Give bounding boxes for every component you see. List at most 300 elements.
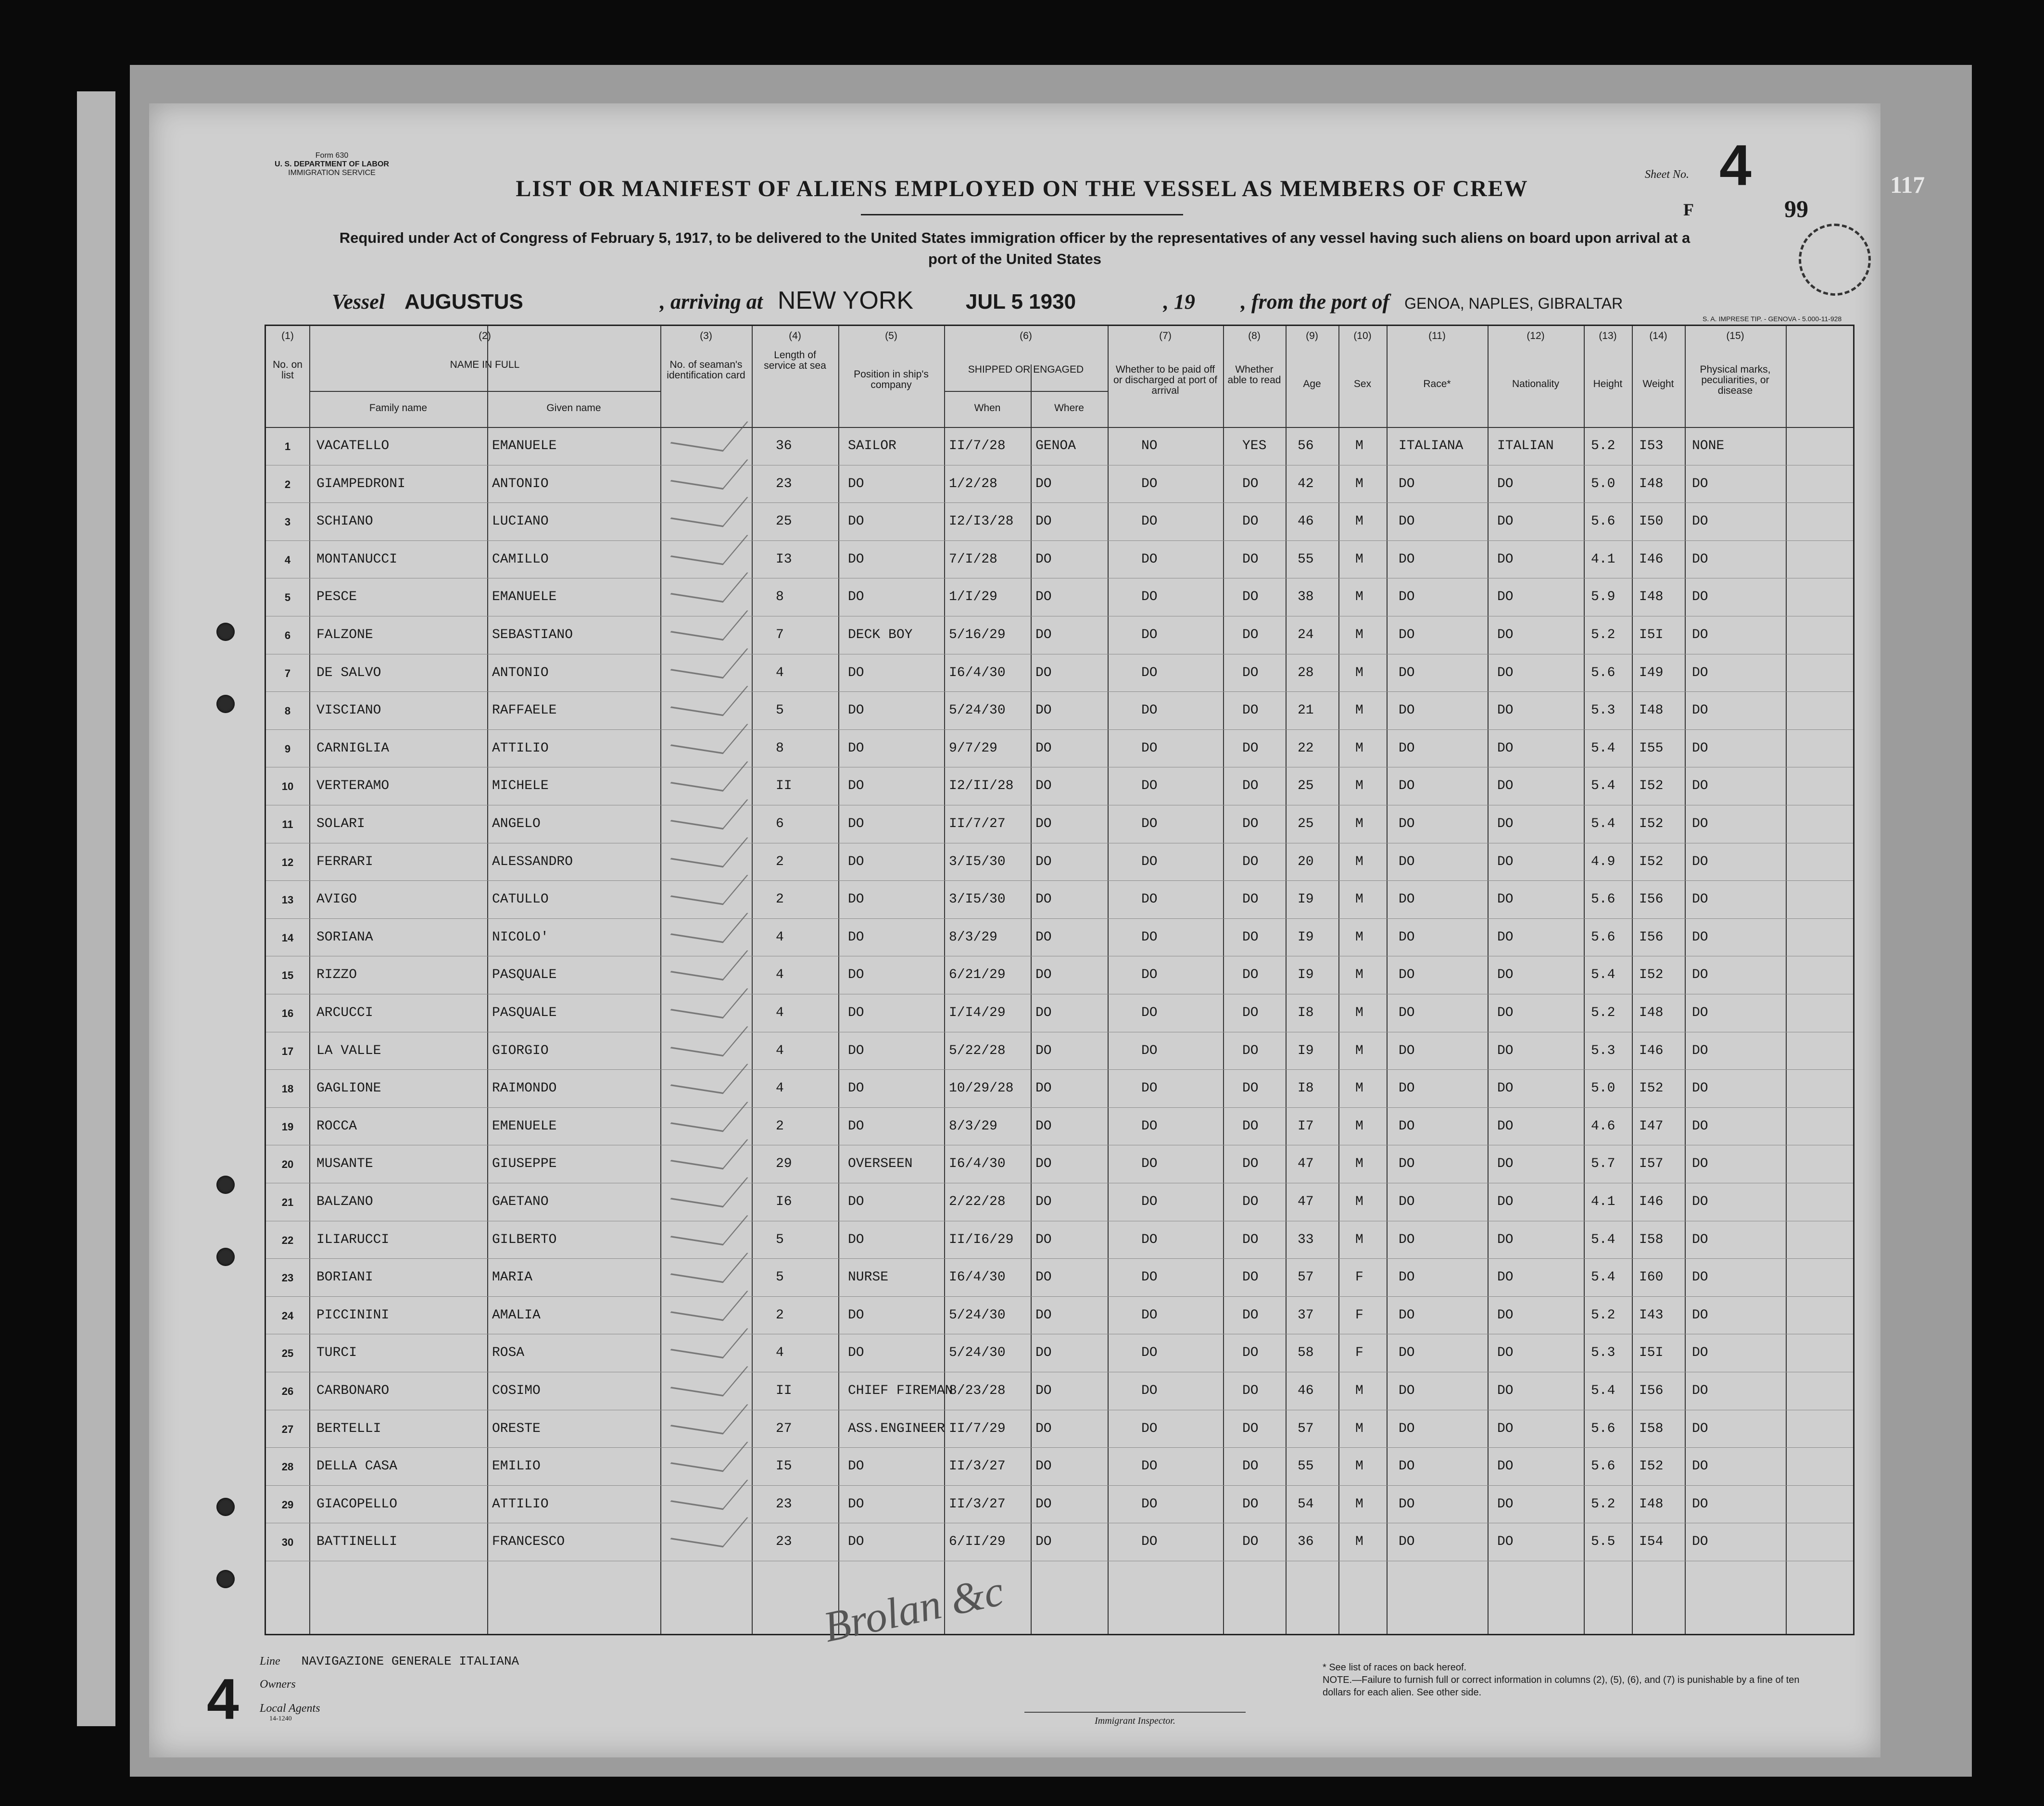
line-label: Line — [260, 1655, 280, 1668]
postal-stamp — [1799, 224, 1871, 296]
form-block — [255, 151, 409, 177]
cell-when: II/7/29 — [949, 1421, 1006, 1436]
cell-height: 5.5 — [1591, 1534, 1615, 1550]
cell-service: II — [776, 778, 792, 794]
cell-position: DO — [848, 892, 864, 907]
cell-nationality: DO — [1497, 476, 1514, 491]
cell-read: DO — [1242, 1232, 1259, 1247]
cell-family: AVIGO — [316, 892, 357, 907]
cell-age: 42 — [1298, 476, 1314, 491]
cell-nationality: DO — [1497, 816, 1514, 831]
cell-age: 22 — [1298, 740, 1314, 756]
cell-when: 6/II/29 — [949, 1534, 1006, 1550]
row-number: 10 — [281, 780, 294, 793]
cell-nationality: DO — [1497, 967, 1514, 983]
cell-race: DO — [1399, 1118, 1415, 1134]
cell-height: 5.2 — [1591, 1496, 1615, 1512]
cell-age: I9 — [1298, 1043, 1314, 1058]
cell-given: EMENUELE — [492, 1118, 557, 1134]
cell-family: DELLA CASA — [316, 1459, 398, 1474]
cell-age: 38 — [1298, 589, 1314, 605]
cell-nationality: DO — [1497, 552, 1514, 567]
cell-position: DO — [848, 1345, 864, 1361]
cell-marks: DO — [1692, 703, 1708, 718]
cell-position: DO — [848, 1081, 864, 1096]
cell-family: BALZANO — [316, 1194, 373, 1209]
cell-read: DO — [1242, 665, 1259, 680]
cell-weight: I60 — [1639, 1270, 1664, 1285]
cell-where: DO — [1035, 1194, 1052, 1209]
cell-age: 24 — [1298, 627, 1314, 642]
cell-marks: DO — [1692, 665, 1708, 680]
cell-nationality: DO — [1497, 1459, 1514, 1474]
footer-note — [1323, 1661, 1804, 1699]
cell-position: DO — [848, 1459, 864, 1474]
cell-weight: I57 — [1639, 1156, 1664, 1172]
cell-age: 58 — [1298, 1345, 1314, 1361]
cell-where: DO — [1035, 514, 1052, 529]
cell-given: EMILIO — [492, 1459, 541, 1474]
cell-read: DO — [1242, 1496, 1259, 1512]
cell-marks: DO — [1692, 1307, 1708, 1323]
cell-given: LUCIANO — [492, 514, 549, 529]
cell-read: DO — [1242, 703, 1259, 718]
table-row — [266, 767, 1853, 805]
cell-weight: I48 — [1639, 703, 1664, 718]
cell-read: DO — [1242, 1421, 1259, 1436]
cell-read: DO — [1242, 514, 1259, 529]
cell-where: DO — [1035, 892, 1052, 907]
cell-when: I2/II/28 — [949, 778, 1014, 794]
cell-weight: I48 — [1639, 589, 1664, 605]
cell-race: DO — [1399, 1421, 1415, 1436]
cell-where: DO — [1035, 816, 1052, 831]
cell-where: DO — [1035, 1118, 1052, 1134]
cell-race: DO — [1399, 1043, 1415, 1058]
col-num-13: (13) — [1599, 330, 1617, 341]
cell-position: DO — [848, 1194, 864, 1209]
cell-read: DO — [1242, 1043, 1259, 1058]
cell-race: DO — [1399, 1232, 1415, 1247]
footer-sheet-mark: 4 — [207, 1667, 239, 1731]
cell-weight: I52 — [1639, 778, 1664, 794]
cell-family: BERTELLI — [316, 1421, 381, 1436]
cell-service: I3 — [776, 552, 792, 567]
subtitle-line-1: Required under Act of Congress of February 5, 1917, to be delivered to the United States immigration officer by the representatives of any vessel having such aliens on board upon arrival at a — [339, 229, 1691, 246]
col-num-4: (4) — [789, 330, 801, 341]
back-sheet-edge — [77, 91, 115, 1726]
cell-when: 7/I/28 — [949, 552, 997, 567]
cell-height: 5.2 — [1591, 1005, 1615, 1020]
table-row — [266, 578, 1853, 616]
row-number: 5 — [284, 591, 291, 604]
cell-weight: I50 — [1639, 514, 1664, 529]
cell-paid: DO — [1141, 627, 1158, 642]
cell-position: NURSE — [848, 1270, 889, 1285]
cell-sex: M — [1355, 514, 1363, 529]
cell-when: 3/I5/30 — [949, 892, 1006, 907]
local-agents-label: Local Agents — [260, 1702, 320, 1715]
col-num-1: (1) — [281, 330, 294, 341]
cell-where: DO — [1035, 854, 1052, 869]
table-row — [266, 465, 1853, 503]
col-num-11: (11) — [1428, 330, 1446, 341]
cell-where: DO — [1035, 1156, 1052, 1172]
cell-marks: DO — [1692, 589, 1708, 605]
cell-marks: DO — [1692, 627, 1708, 642]
row-number: 4 — [284, 553, 291, 566]
cell-where: DO — [1035, 1496, 1052, 1512]
cell-family: LA VALLE — [316, 1043, 381, 1058]
cell-where: DO — [1035, 967, 1052, 983]
cell-where: DO — [1035, 552, 1052, 567]
cell-given: GIUSEPPE — [492, 1156, 557, 1172]
cell-race: DO — [1399, 1270, 1415, 1285]
page-title: LIST OR MANIFEST OF ALIENS EMPLOYED ON THE VESSEL AS MEMBERS OF CREW — [516, 176, 1528, 201]
title-underline — [861, 214, 1183, 215]
cell-family: GIAMPEDRONI — [316, 476, 405, 491]
cell-paid: DO — [1141, 514, 1158, 529]
cell-when: II/7/28 — [949, 439, 1006, 453]
cell-when: I2/I3/28 — [949, 514, 1014, 529]
cell-sex: M — [1355, 1459, 1363, 1474]
cell-nationality: DO — [1497, 627, 1514, 642]
cell-given: EMANUELE — [492, 589, 557, 605]
cell-family: VACATELLO — [316, 439, 390, 453]
cell-nationality: DO — [1497, 1421, 1514, 1436]
cell-age: I8 — [1298, 1005, 1314, 1020]
cell-read: DO — [1242, 1459, 1259, 1474]
cell-nationality: DO — [1497, 892, 1514, 907]
cell-position: DO — [848, 1118, 864, 1134]
cell-given: COSIMO — [492, 1383, 541, 1398]
year-label: , 19 — [1163, 290, 1195, 314]
cell-given: ATTILIO — [492, 1496, 549, 1512]
cell-sex: M — [1355, 627, 1363, 642]
row-number: 17 — [281, 1045, 294, 1057]
cell-sex: M — [1355, 816, 1363, 831]
col-header-marks: Physical marks, peculiarities, or disease — [1700, 364, 1771, 396]
cell-service: 23 — [776, 1534, 792, 1550]
cell-height: 5.6 — [1591, 1459, 1615, 1474]
cell-race: ITALIANA — [1399, 439, 1464, 453]
col-header-height: Height — [1593, 378, 1623, 389]
cell-service: 4 — [776, 1345, 784, 1361]
cell-age: 25 — [1298, 816, 1314, 831]
cell-height: 5.0 — [1591, 1081, 1615, 1096]
col-header-family: Family name — [369, 402, 428, 414]
table-row — [266, 616, 1853, 654]
cell-race: DO — [1399, 1081, 1415, 1096]
col-num-9: (9) — [1306, 330, 1318, 341]
cell-sex: M — [1355, 665, 1363, 680]
cell-weight: I5I — [1639, 627, 1664, 642]
cell-position: DO — [848, 740, 864, 756]
cell-weight: I56 — [1639, 929, 1664, 945]
table-row — [266, 1032, 1853, 1070]
cell-when: 5/22/28 — [949, 1043, 1006, 1058]
cell-service: 5 — [776, 703, 784, 718]
cell-marks: DO — [1692, 1043, 1708, 1058]
cell-given: GILBERTO — [492, 1232, 557, 1247]
cell-where: DO — [1035, 778, 1052, 794]
cell-height: 5.4 — [1591, 967, 1615, 983]
cell-age: 54 — [1298, 1496, 1314, 1512]
cell-nationality: ITALIAN — [1497, 439, 1554, 453]
cell-paid: DO — [1141, 1421, 1158, 1436]
cell-read: DO — [1242, 740, 1259, 756]
cell-service: 4 — [776, 967, 784, 983]
col-num-12: (12) — [1527, 330, 1545, 341]
cell-height: 5.2 — [1591, 439, 1615, 453]
table-row — [266, 1296, 1853, 1334]
cell-when: 1/2/28 — [949, 476, 997, 491]
cell-family: CARNIGLIA — [316, 740, 390, 756]
cell-service: 4 — [776, 1043, 784, 1058]
cell-where: DO — [1035, 1345, 1052, 1361]
cell-height: 5.9 — [1591, 589, 1615, 605]
cell-age: I9 — [1298, 929, 1314, 945]
cell-where: DO — [1035, 740, 1052, 756]
cell-race: DO — [1399, 589, 1415, 605]
cell-where: DO — [1035, 665, 1052, 680]
cell-weight: I49 — [1639, 665, 1664, 680]
cell-given: CAMILLO — [492, 552, 549, 567]
cell-family: RIZZO — [316, 967, 357, 983]
cell-weight: I56 — [1639, 892, 1664, 907]
cell-nationality: DO — [1497, 929, 1514, 945]
form-number: Form 630 — [315, 151, 349, 160]
cell-marks: NONE — [1692, 439, 1725, 453]
table-row — [266, 502, 1853, 540]
cell-age: 57 — [1298, 1270, 1314, 1285]
cell-when: 10/29/28 — [949, 1081, 1014, 1096]
cell-nationality: DO — [1497, 1307, 1514, 1323]
binder-hole — [216, 1498, 235, 1516]
cell-sex: M — [1355, 740, 1363, 756]
cell-marks: DO — [1692, 892, 1708, 907]
col-header-service: Length of service at sea — [764, 350, 826, 371]
cell-weight: I52 — [1639, 854, 1664, 869]
cell-marks: DO — [1692, 1232, 1708, 1247]
table-row — [266, 956, 1853, 994]
cell-nationality: DO — [1497, 665, 1514, 680]
cell-sex: M — [1355, 1118, 1363, 1134]
cell-when: I/I4/29 — [949, 1005, 1006, 1020]
cell-when: 5/24/30 — [949, 703, 1006, 718]
cell-marks: DO — [1692, 1534, 1708, 1550]
cell-height: 5.4 — [1591, 816, 1615, 831]
cell-age: 28 — [1298, 665, 1314, 680]
row-number: 3 — [284, 516, 291, 528]
row-number: 16 — [281, 1007, 294, 1019]
table-row — [266, 1069, 1853, 1107]
cell-height: 5.4 — [1591, 1270, 1615, 1285]
cell-position: DO — [848, 1232, 864, 1247]
cell-family: MUSANTE — [316, 1156, 373, 1172]
cell-age: 56 — [1298, 439, 1314, 453]
arriving-label: , arriving at — [660, 290, 763, 314]
row-number: 23 — [281, 1272, 294, 1284]
from-port-label: , from the port of — [1240, 290, 1390, 314]
cell-given: ALESSANDRO — [492, 854, 573, 869]
cell-read: DO — [1242, 778, 1259, 794]
cell-sex: M — [1355, 778, 1363, 794]
cell-nationality: DO — [1497, 1118, 1514, 1134]
table-row — [266, 805, 1853, 843]
cell-read: DO — [1242, 929, 1259, 945]
cell-family: SOLARI — [316, 816, 365, 831]
binder-hole — [216, 1248, 235, 1266]
cell-given: RAFFAELE — [492, 703, 557, 718]
cell-race: DO — [1399, 703, 1415, 718]
cell-position: DO — [848, 514, 864, 529]
f-mark: F — [1683, 200, 1694, 219]
departure-ports: GENOA, NAPLES, GIBRALTAR — [1404, 295, 1623, 312]
cell-marks: DO — [1692, 967, 1708, 983]
line-value: NAVIGAZIONE GENERALE ITALIANA — [301, 1654, 519, 1668]
col-header-paid-off: Whether to be paid off or discharged at port of arrival — [1113, 364, 1217, 396]
cell-age: 46 — [1298, 1383, 1314, 1398]
cell-height: 5.6 — [1591, 929, 1615, 945]
table-row — [266, 1447, 1853, 1485]
cell-when: 2/22/28 — [949, 1194, 1006, 1209]
row-number: 21 — [281, 1196, 294, 1208]
crew-table — [265, 325, 1855, 1635]
cell-family: TURCI — [316, 1345, 357, 1361]
cell-race: DO — [1399, 740, 1415, 756]
row-number: 14 — [281, 931, 294, 944]
cell-when: 8/3/29 — [949, 1118, 997, 1134]
cell-age: 37 — [1298, 1307, 1314, 1323]
row-number: 26 — [281, 1385, 294, 1397]
row-number: 8 — [284, 705, 291, 717]
cell-position: DO — [848, 1005, 864, 1020]
cell-age: 46 — [1298, 514, 1314, 529]
cell-family: BATTINELLI — [316, 1534, 398, 1550]
cell-sex: M — [1355, 1081, 1363, 1096]
cell-age: I9 — [1298, 967, 1314, 983]
inspector-label: Immigrant Inspector. — [1095, 1716, 1175, 1726]
col-num-3: (3) — [700, 330, 712, 341]
col-num-14: (14) — [1649, 330, 1667, 341]
cell-service: 2 — [776, 854, 784, 869]
cell-where: DO — [1035, 627, 1052, 642]
cell-marks: DO — [1692, 1118, 1708, 1134]
cell-sex: F — [1355, 1307, 1363, 1323]
cell-sex: M — [1355, 892, 1363, 907]
cell-family: VERTERAMO — [316, 778, 390, 794]
row-number: 22 — [281, 1234, 294, 1246]
table-row — [266, 654, 1853, 692]
cell-race: DO — [1399, 816, 1415, 831]
cell-race: DO — [1399, 514, 1415, 529]
race-note: * See list of races on back hereof. — [1323, 1662, 1467, 1673]
cell-where: DO — [1035, 1383, 1052, 1398]
cell-where: DO — [1035, 589, 1052, 605]
cell-nationality: DO — [1497, 589, 1514, 605]
cell-paid: DO — [1141, 1118, 1158, 1134]
cell-paid: DO — [1141, 1043, 1158, 1058]
cell-nationality: DO — [1497, 854, 1514, 869]
cell-where: DO — [1035, 1534, 1052, 1550]
col-num-15: (15) — [1726, 330, 1744, 341]
table-row — [266, 1145, 1853, 1183]
col-header-given: Given name — [546, 402, 601, 414]
arrival-date: JUL 5 1930 — [965, 290, 1076, 314]
cell-race: DO — [1399, 778, 1415, 794]
cell-nationality: DO — [1497, 1005, 1514, 1020]
cell-marks: DO — [1692, 1345, 1708, 1361]
cell-read: DO — [1242, 967, 1259, 983]
table-row — [266, 1334, 1853, 1372]
cell-paid: DO — [1141, 589, 1158, 605]
row-number: 27 — [281, 1423, 294, 1435]
cell-race: DO — [1399, 929, 1415, 945]
row-number: 7 — [284, 667, 291, 679]
cell-weight: I53 — [1639, 439, 1664, 453]
cell-family: CARBONARO — [316, 1383, 390, 1398]
cell-read: DO — [1242, 1383, 1259, 1398]
cell-paid: DO — [1141, 1307, 1158, 1323]
cell-height: 5.4 — [1591, 1232, 1615, 1247]
cell-height: 5.6 — [1591, 892, 1615, 907]
printer-note: S. A. IMPRESE TIP. - GENOVA - 5.000-11-928 — [1703, 315, 1842, 323]
cell-nationality: DO — [1497, 778, 1514, 794]
cell-weight: I52 — [1639, 1459, 1664, 1474]
cell-age: 33 — [1298, 1232, 1314, 1247]
cell-marks: DO — [1692, 1459, 1708, 1474]
cell-height: 5.3 — [1591, 1345, 1615, 1361]
cell-weight: I48 — [1639, 476, 1664, 491]
cell-given: ANTONIO — [492, 476, 549, 491]
cell-paid: DO — [1141, 552, 1158, 567]
checkmark-icon — [670, 414, 748, 452]
table-row — [266, 843, 1853, 881]
cell-paid: DO — [1141, 778, 1158, 794]
row-number: 15 — [281, 969, 294, 982]
cell-when: II/3/27 — [949, 1496, 1006, 1512]
table-row — [266, 1258, 1853, 1296]
cell-sex: F — [1355, 1345, 1363, 1361]
cell-when: 5/16/29 — [949, 627, 1006, 642]
cell-age: I7 — [1298, 1118, 1314, 1134]
arrival-port: NEW YORK — [777, 287, 914, 314]
cell-position: DO — [848, 929, 864, 945]
cell-height: 5.3 — [1591, 1043, 1615, 1058]
cell-height: 5.0 — [1591, 476, 1615, 491]
cell-marks: DO — [1692, 1081, 1708, 1096]
cell-paid: DO — [1141, 967, 1158, 983]
cell-weight: I58 — [1639, 1421, 1664, 1436]
cell-where: DO — [1035, 1232, 1052, 1247]
cell-race: DO — [1399, 1534, 1415, 1550]
cell-height: 4.1 — [1591, 552, 1615, 567]
cell-position: DO — [848, 589, 864, 605]
cell-nationality: DO — [1497, 740, 1514, 756]
cell-family: MONTANUCCI — [316, 552, 398, 567]
cell-when: 5/24/30 — [949, 1345, 1006, 1361]
cell-given: MICHELE — [492, 778, 549, 794]
cell-nationality: DO — [1497, 1534, 1514, 1550]
cell-marks: DO — [1692, 1496, 1708, 1512]
cell-read: DO — [1242, 1081, 1259, 1096]
row-number: 20 — [281, 1158, 294, 1171]
cell-race: DO — [1399, 1345, 1415, 1361]
cell-read: DO — [1242, 854, 1259, 869]
cell-age: 55 — [1298, 1459, 1314, 1474]
cell-race: DO — [1399, 967, 1415, 983]
